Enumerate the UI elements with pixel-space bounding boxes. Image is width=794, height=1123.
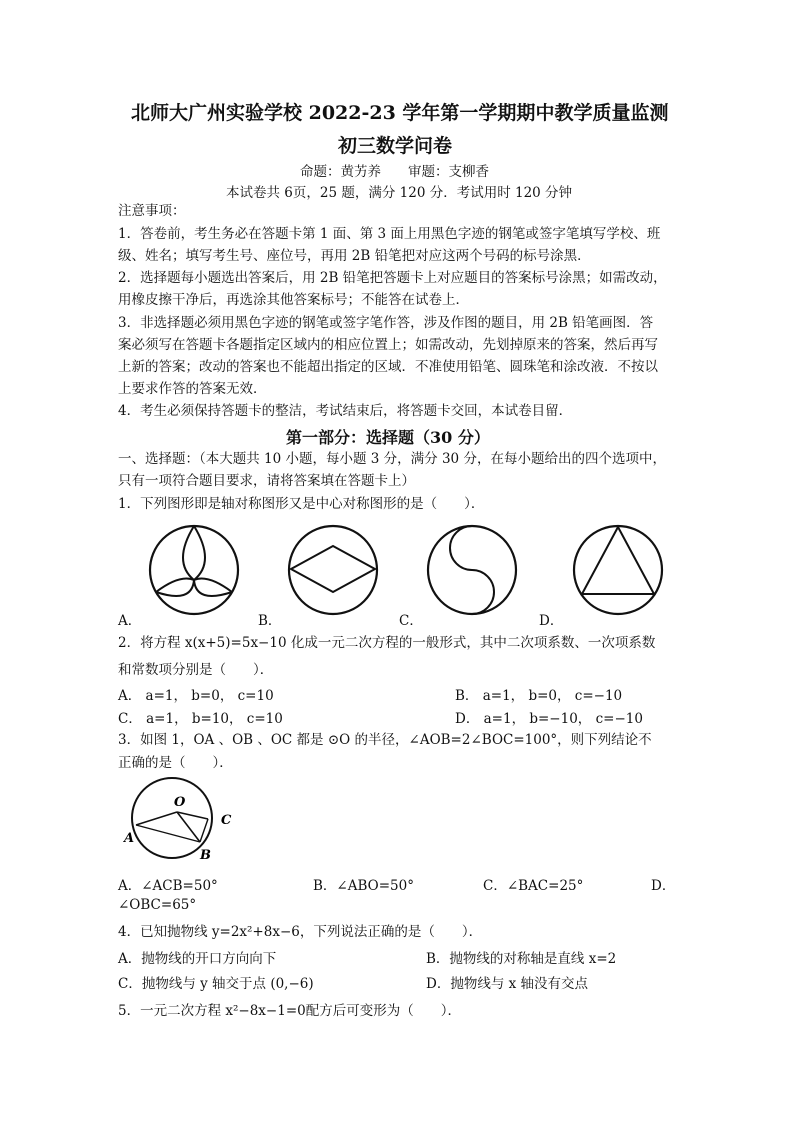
notice-line: 上新的答案；改动的答案也不能超出指定的区域．不准使用铅笔、圆珠笔和涂改液．不按以 (118, 359, 658, 375)
q3-stem: 正确的是（ ）． (118, 755, 233, 771)
q3-label-o: O (174, 795, 186, 810)
q4-option-a[interactable]: A．抛物线的开口方向向下 (118, 951, 277, 967)
q5-stem: 5．一元二次方程 x²−8x−1=0配方后可变形为（ ）． (118, 1003, 461, 1019)
notice-line: 1．答卷前，考生务必在答题卡第 1 面、第 3 面上用黑色字迹的钢笔或签字笔填写学校、班 (118, 226, 661, 242)
part1-heading: 第一部分：选择题（30 分） (286, 428, 490, 447)
exam-authors: 命题：黄艻养 审题：支柳香 (300, 164, 489, 180)
q3-label-a: A (124, 831, 135, 846)
notice-heading: 注意事项： (118, 203, 186, 219)
q1-figure-c (424, 522, 520, 618)
q1-figure-b (285, 522, 381, 618)
q3-option-d-label[interactable]: D． (651, 878, 676, 894)
exam-subtitle: 初三数学问卷 (338, 135, 453, 157)
q2-option-c[interactable]: C． a=1， b=10， c=10 (118, 711, 283, 727)
q1-stem: 1．下列图形即是轴对称图形又是中心对称图形的是（ ）． (118, 496, 485, 512)
notice-line: 2．选择题每小题选出答案后，用 2B 铅笔把答题卡上对应题目的答案标号涂黑；如需改动， (118, 270, 667, 286)
notice-line: 上要求作答的答案无效． (118, 381, 267, 397)
q3-figure (120, 776, 240, 866)
q3-option-c[interactable]: C．∠BAC=25° (483, 878, 584, 894)
notice-line: 用橡皮擦干净后，再选涂其他答案标号；不能答在试卷上． (118, 292, 469, 308)
q2-option-d[interactable]: D． a=1， b=−10， c=−10 (455, 711, 643, 727)
q4-stem: 4．已知抛物线 y=2x²+8x−6，下列说法正确的是（ ）． (118, 924, 483, 940)
q2-option-b[interactable]: B． a=1， b=0， c=−10 (455, 688, 623, 704)
q3-stem: 3．如图 1，OA 、OB 、OC 都是 ⊙O 的半径，∠AOB=2∠BOC=100°，则下列结论不 (118, 732, 652, 748)
notice-line: 级、姓名；填写考生号、座位号，再用 2B 铅笔把对应这两个号码的标号涂黑． (118, 248, 591, 264)
q4-option-d[interactable]: D．抛物线与 x 轴没有交点 (426, 976, 589, 992)
q2-stem: 和常数项分别是（ ）． (118, 662, 274, 678)
q2-stem: 2．将方程 x(x+5)=5x−10 化成一元二次方程的一般形式，其中二次项系数、一次项系数 (118, 635, 656, 651)
q1-figure-a (146, 522, 242, 618)
exam-info: 本试卷共 6页，25 题，满分 120 分．考试用时 120 分钟 (226, 185, 573, 201)
q3-option-b[interactable]: B．∠ABO=50° (313, 878, 414, 894)
q3-label-b: B (200, 848, 211, 863)
q3-option-a[interactable]: A．∠ACB=50° (118, 878, 218, 894)
exam-title: 北师大广州实验学校 2022-23 学年第一学期期中教学质量监测 (131, 102, 669, 124)
q1-option-c[interactable]: C． (399, 613, 423, 629)
q3-option-d-value[interactable]: ∠OBC=65° (118, 897, 197, 913)
q1-option-a[interactable]: A． (118, 613, 142, 629)
q2-option-a[interactable]: A． a=1， b=0， c=10 (118, 688, 274, 704)
part1-intro: 一、选择题：（本大题共 10 小题，每小题 3 分，满分 30 分，在每小题给出的四个选项中， (118, 451, 666, 467)
q1-option-d[interactable]: D． (539, 613, 564, 629)
q1-figure-d (570, 522, 666, 618)
q4-option-c[interactable]: C．抛物线与 y 轴交于点 (0,−6) (118, 976, 314, 992)
part1-intro: 只有一项符合题目要求，请将答案填在答题卡上） (118, 473, 415, 489)
notice-line: 案必须写在答题卡各题指定区域内的相应位置上；如需改动，先划掉原来的答案，然后再写 (118, 337, 658, 353)
notice-line: 3．非选择题必须用黑色字迹的钢笔或签字笔作答，涉及作图的题目，用 2B 铅笔画图．答 (118, 315, 654, 331)
q1-option-b[interactable]: B． (258, 613, 282, 629)
notice-line: 4．考生必须保持答题卡的整洁，考试结束后，将答题卡交回，本试卷目留． (118, 403, 573, 419)
q4-option-b[interactable]: B．抛物线的对称轴是直线 x=2 (426, 951, 617, 967)
q3-label-c: C (221, 813, 232, 828)
